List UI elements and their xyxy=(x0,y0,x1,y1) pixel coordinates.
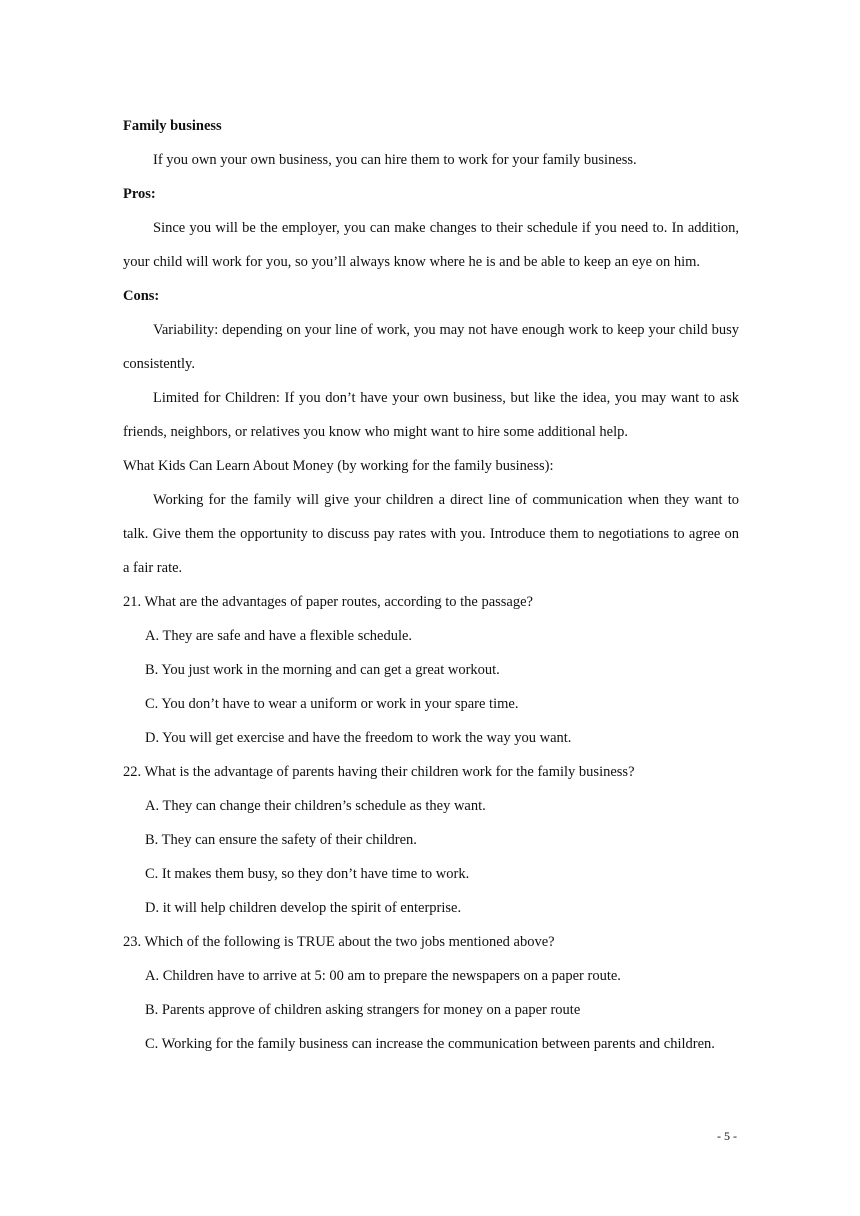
question-23-option-c: C. Working for the family business can increase the communication between parents and children. xyxy=(145,1036,715,1052)
pros-paragraph: Since you will be the employer, you can make changes to their schedule if you need to. In addition, your child will work for you, so you’ll always know where he is and be able to keep an eye on him. xyxy=(123,220,739,270)
question-22-option-c: C. It makes them busy, so they don’t have time to work. xyxy=(145,866,470,882)
learn-paragraph: Working for the family will give your children a direct line of communication when they want to talk. Give them the opportunity to discuss pay rates with you. Introduce them to negotiations to agree on a fair rate. xyxy=(123,492,739,576)
page-content xyxy=(123,109,739,1061)
pros-heading: Pros: xyxy=(123,186,156,202)
cons-variability-paragraph: Variability: depending on your line of work, you may not have enough work to keep your child busy consistently. xyxy=(123,322,739,372)
question-22-option-a: A. They can change their children’s schedule as they want. xyxy=(145,798,486,814)
question-23-option-b: B. Parents approve of children asking strangers for money on a paper route xyxy=(145,1002,581,1018)
question-21-option-c: C. You don’t have to wear a uniform or work in your spare time. xyxy=(145,696,519,712)
learn-heading: What Kids Can Learn About Money (by working for the family business): xyxy=(123,458,554,474)
question-23-option-a: A. Children have to arrive at 5: 00 am to prepare the newspapers on a paper route. xyxy=(145,968,621,984)
intro-paragraph: If you own your own business, you can hire them to work for your family business. xyxy=(153,152,637,168)
question-21-option-a: A. They are safe and have a flexible schedule. xyxy=(145,628,413,644)
question-23-stem: 23. Which of the following is TRUE about the two jobs mentioned above? xyxy=(123,934,555,950)
question-22-option-b: B. They can ensure the safety of their children. xyxy=(145,832,417,848)
section-heading: Family business xyxy=(123,118,222,134)
cons-heading: Cons: xyxy=(123,288,160,304)
cons-limited-paragraph: Limited for Children: If you don’t have your own business, but like the idea, you may want to ask friends, neighbors, or relatives you know who might want to hire some additional help. xyxy=(123,390,739,440)
page-number: - 5 - xyxy=(717,1129,737,1143)
question-21-option-b: B. You just work in the morning and can get a great workout. xyxy=(145,662,500,678)
question-22-option-d: D. it will help children develop the spirit of enterprise. xyxy=(145,900,462,916)
question-21-stem: 21. What are the advantages of paper routes, according to the passage? xyxy=(123,594,533,610)
question-22-stem: 22. What is the advantage of parents having their children work for the family business? xyxy=(123,764,635,780)
question-21-option-d: D. You will get exercise and have the freedom to work the way you want. xyxy=(145,730,572,746)
